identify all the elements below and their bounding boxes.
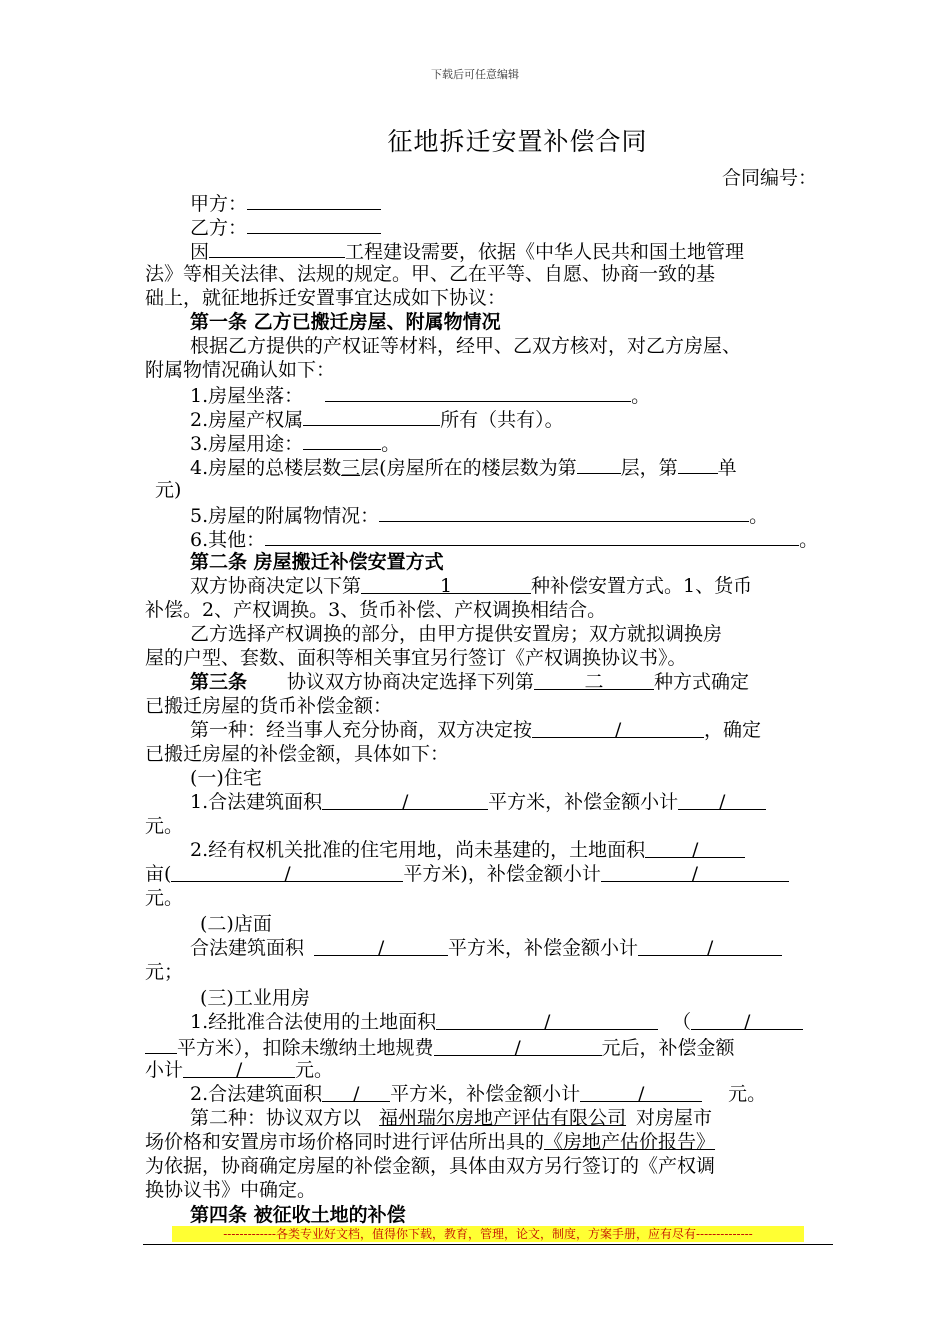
art2-line-1 bbox=[190, 574, 752, 598]
party-a-blank bbox=[247, 190, 381, 210]
amount-blank: / bbox=[678, 790, 766, 810]
usage-blank bbox=[303, 430, 381, 450]
item-end: 。 bbox=[749, 505, 769, 527]
art3-text: 平方米），扣除未缴纳土地规费 bbox=[177, 1037, 434, 1059]
art3-text: 第一种：经当事人充分协商，双方决定按 bbox=[190, 719, 533, 741]
land-area-blank: / bbox=[645, 838, 745, 858]
industrial-item-1 bbox=[190, 1010, 803, 1034]
method-2-line bbox=[190, 1106, 712, 1130]
art3-text: 平方米，补偿金额小计 bbox=[488, 791, 679, 813]
residence-item-1-end: 元。 bbox=[145, 815, 184, 837]
area-blank: / bbox=[322, 790, 488, 810]
art3-text: 平方米，补偿金额小计 bbox=[448, 937, 639, 959]
art3-text: 1.经批准合法使用的土地面积 bbox=[190, 1011, 437, 1033]
project-blank bbox=[209, 238, 345, 258]
industrial-item-2 bbox=[190, 1082, 766, 1106]
intro-line-1 bbox=[190, 238, 744, 264]
art3-text: 场价格和安置房市场价格同时进行评估所出具的 bbox=[145, 1131, 545, 1153]
amount-blank: / bbox=[601, 862, 789, 882]
art2-text: 双方协商决定以下第 bbox=[190, 575, 362, 597]
art3-text: 对房屋市 bbox=[636, 1107, 713, 1129]
method-1-cont: 已搬迁房屋的补偿金额，具体如下： bbox=[145, 743, 450, 765]
shop-end: 元； bbox=[145, 961, 184, 983]
land-use-blank: / bbox=[436, 1010, 658, 1030]
industrial-item-1-end bbox=[145, 1058, 333, 1082]
shop-amount-blank: / bbox=[638, 936, 782, 956]
art1-item-1 bbox=[190, 382, 650, 408]
art3-text: 小计 bbox=[145, 1059, 184, 1081]
item-label: 6.其他： bbox=[190, 529, 266, 551]
party-b-label: 乙方： bbox=[190, 217, 248, 239]
article-2-title: 第二条 房屋搬迁补偿安置方式 bbox=[190, 551, 444, 573]
amount-blank: / bbox=[580, 1082, 702, 1102]
art3-text: 2.合法建筑面积 bbox=[190, 1083, 323, 1105]
location-blank bbox=[325, 382, 631, 402]
art1-item-3 bbox=[190, 430, 400, 456]
intro-text: 工程建设需要，依据《中华人民共和国土地管理 bbox=[345, 241, 745, 263]
section-industrial: (三)工业用房 bbox=[200, 987, 310, 1009]
item-label: 1.房屋坐落： bbox=[190, 385, 304, 407]
item-label: 5.房屋的附属物情况： bbox=[190, 505, 380, 527]
fee-blank: / bbox=[434, 1036, 602, 1056]
choice-value: 二 bbox=[534, 670, 654, 690]
art3-text: 种方式确定 bbox=[654, 671, 750, 693]
art1-item-4-cont: 元) bbox=[155, 479, 182, 501]
item-end: 。 bbox=[799, 529, 819, 551]
method-2-cont-2: 为依据，协商确定房屋的补偿金额，具体由双方另行签订的《产权调 bbox=[145, 1155, 716, 1177]
floor-blank bbox=[577, 454, 621, 474]
intro-line-3: 础上，就征地拆迁安置事宜达成如下协议： bbox=[145, 287, 507, 309]
basis-blank: / bbox=[532, 718, 704, 738]
item-end: 。 bbox=[631, 385, 651, 407]
art3-text: （ bbox=[672, 1011, 692, 1033]
item-label: 2.房屋产权属 bbox=[190, 409, 304, 431]
method-value: 1 bbox=[361, 574, 531, 594]
art3-text: 平方米，补偿金额小计 bbox=[390, 1083, 581, 1105]
sqm-blank: / bbox=[171, 862, 403, 882]
art3-text: 平方米)，补偿金额小计 bbox=[403, 863, 601, 885]
section-residence: (一)住宅 bbox=[190, 767, 262, 789]
art1-item-6 bbox=[190, 526, 818, 552]
sqm-blank: / bbox=[691, 1010, 803, 1030]
party-b-line bbox=[190, 214, 381, 240]
shop-line bbox=[190, 936, 782, 960]
residence-item-2-cont bbox=[145, 862, 789, 886]
art2-line-2: 补偿。2、产权调换。3、货币补偿、产权调换相结合。 bbox=[145, 599, 607, 621]
item-end: 所有（共有）。 bbox=[440, 409, 564, 431]
contract-no-label: 合同编号： bbox=[722, 167, 818, 189]
art3-text: 合法建筑面积 bbox=[190, 937, 305, 959]
art3-text: 元。 bbox=[728, 1083, 767, 1105]
art3-text: 2.经有权机关批准的住宅用地，尚未基建的，土地面积 bbox=[190, 839, 646, 861]
unit-blank bbox=[678, 454, 718, 474]
art2-line-3: 乙方选择产权调换的部分，由甲方提供安置房；双方就拟调换房 bbox=[190, 623, 723, 645]
appraisal-company: 福州瑞尔房地产评估有限公司 bbox=[379, 1107, 627, 1129]
other-blank bbox=[265, 526, 799, 546]
item-label: 3.房屋用途： bbox=[190, 433, 304, 455]
appraisal-report: 《房地产估价报告》 bbox=[544, 1131, 716, 1153]
art3-text: 元后，补偿金额 bbox=[601, 1037, 735, 1059]
intro-text: 因 bbox=[190, 241, 210, 263]
footer-divider bbox=[143, 1244, 833, 1245]
amount-blank: / bbox=[183, 1058, 295, 1078]
art2-line-4: 屋的户型、套数、面积等相关事宜另行签订《产权调换协议书》。 bbox=[145, 647, 687, 669]
item-text: 单 bbox=[717, 457, 737, 479]
method-1-line bbox=[190, 718, 761, 742]
art1-item-2 bbox=[190, 406, 564, 432]
art3-text: 亩( bbox=[145, 863, 172, 885]
intro-line-2: 法》等相关法律、法规的规定。甲、乙在平等、自愿、协商一致的基 bbox=[145, 263, 716, 285]
industrial-item-1-cont bbox=[145, 1034, 735, 1060]
party-a-label: 甲方： bbox=[190, 193, 248, 215]
art1-para: 附属物情况确认如下： bbox=[145, 359, 336, 381]
art3-text: 元。 bbox=[295, 1059, 334, 1081]
doc-title: 征地拆迁安置补偿合同 bbox=[387, 127, 648, 156]
residence-item-1 bbox=[190, 790, 766, 814]
sqm-blank-cont bbox=[145, 1034, 177, 1054]
method-2-cont bbox=[145, 1130, 715, 1154]
art1-item-4 bbox=[190, 454, 737, 480]
item-end: 。 bbox=[381, 433, 401, 455]
header-note: 下载后可任意编辑 bbox=[431, 68, 519, 81]
item-text: 层(房屋所在的楼层数为第 bbox=[360, 457, 577, 479]
owner-blank bbox=[303, 406, 440, 426]
footer-banner: -------------各类专业好文档，值得你下载，教育，管理，论文，制度，方案手册，应有尽有-------------- bbox=[172, 1226, 804, 1242]
party-b-blank bbox=[247, 214, 381, 234]
article-3-title: 第三条 bbox=[190, 671, 248, 693]
article-1-title: 第一条 乙方已搬迁房屋、附属物情况 bbox=[190, 311, 501, 333]
party-a-line bbox=[190, 190, 381, 216]
item-label: 4.房屋的总楼层数 bbox=[190, 457, 342, 479]
art3-line-2: 已搬迁房屋的货币补偿金额： bbox=[145, 695, 393, 717]
item-text: 层，第 bbox=[620, 457, 678, 479]
area-blank: / bbox=[322, 1082, 390, 1102]
art3-text: 第二种：协议双方以 bbox=[190, 1107, 362, 1129]
article-4-title: 第四条 被征收土地的补偿 bbox=[190, 1204, 406, 1226]
residence-item-2-end: 元。 bbox=[145, 887, 184, 909]
art3-line-1 bbox=[190, 670, 749, 694]
floors-value: 三 bbox=[341, 457, 361, 479]
attachments-blank bbox=[379, 502, 749, 522]
shop-area-blank: / bbox=[314, 936, 448, 956]
art1-para: 根据乙方提供的产权证等材料，经甲、乙双方核对，对乙方房屋、 bbox=[190, 335, 742, 357]
art2-text: 种补偿安置方式。1、货币 bbox=[531, 575, 753, 597]
art3-text: 协议双方协商决定选择下列第 bbox=[287, 671, 535, 693]
section-shop: (二)店面 bbox=[200, 913, 272, 935]
art3-text: 1.合法建筑面积 bbox=[190, 791, 323, 813]
art1-item-5 bbox=[190, 502, 768, 528]
art3-text: ，确定 bbox=[704, 719, 762, 741]
method-2-cont-3: 换协议书》中确定。 bbox=[145, 1179, 317, 1201]
residence-item-2 bbox=[190, 838, 745, 862]
